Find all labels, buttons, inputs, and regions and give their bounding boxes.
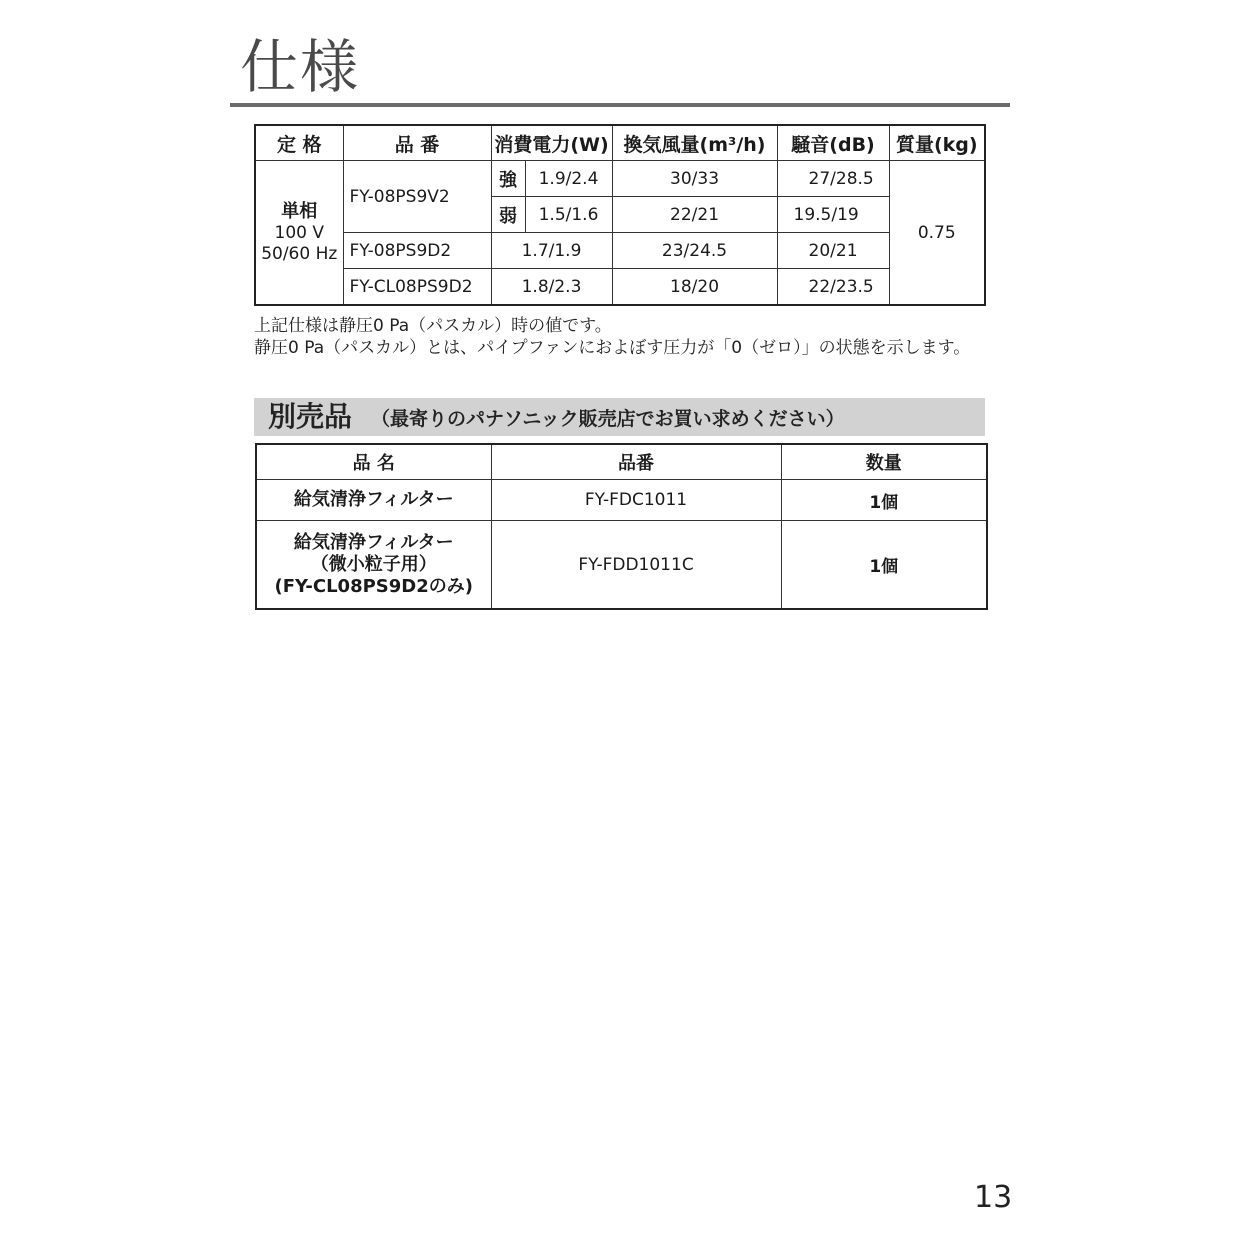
accessory-name-line: 給気清浄フィルター [293, 489, 454, 510]
rating-phase: 単相 [281, 200, 318, 222]
header-qty: 数量 [781, 444, 987, 480]
header-noise: 騒音(dB) [777, 125, 889, 161]
accessory-name-cell [256, 480, 491, 521]
title-divider [230, 103, 1010, 107]
header-rating: 定 格 [255, 125, 343, 161]
power-cell: 1.9/2.4 [525, 161, 612, 197]
model-cell: FY-CL08PS9D2 [343, 269, 491, 306]
header-name: 品 名 [256, 444, 491, 480]
accessories-subheading: （最寄りのパナソニック販売店でお買い求めください） [371, 408, 845, 430]
table-row [255, 233, 985, 269]
spec-note: 静圧0 Pa（パスカル）とは、パイプファンにおよぼす圧力が「0（ゼロ）」の状態を示します。 [254, 338, 971, 358]
airflow-cell: 23/24.5 [612, 233, 777, 269]
power-cell: 1.8/2.3 [491, 269, 612, 306]
accessory-name-line: 給気清浄フィルター [293, 531, 454, 553]
mode-cell: 強 [491, 161, 525, 197]
table-row [255, 269, 985, 306]
noise-cell: 27/28.5 [777, 161, 889, 197]
accessories-table [255, 443, 988, 610]
noise-cell: 20/21 [777, 233, 889, 269]
accessory-name-cell [256, 521, 491, 610]
power-cell: 1.5/1.6 [525, 197, 612, 233]
model-cell: FY-08PS9V2 [343, 161, 491, 233]
header-mass: 質量(kg) [889, 125, 985, 161]
rating-voltage: 100 V [274, 222, 324, 243]
airflow-cell: 18/20 [612, 269, 777, 306]
accessories-header-row [256, 444, 987, 480]
header-power: 消費電力(W) [491, 125, 612, 161]
mass-cell: 0.75 [889, 161, 985, 306]
accessories-heading-bar [254, 398, 985, 436]
page-title: 仕様 [240, 33, 361, 101]
accessory-name-line: （微小粒子用） [310, 553, 437, 575]
power-cell: 1.7/1.9 [491, 233, 612, 269]
accessory-qty-cell: 1個 [781, 480, 987, 521]
page-number: 13 [974, 1180, 1013, 1215]
header-model: 品 番 [343, 125, 491, 161]
noise-cell: 19.5/19 [777, 197, 889, 233]
airflow-cell: 30/33 [612, 161, 777, 197]
noise-cell: 22/23.5 [777, 269, 889, 306]
table-row [256, 521, 987, 610]
rating-cell [255, 161, 343, 306]
spec-note: 上記仕様は静圧0 Pa（パスカル）時の値です。 [254, 316, 612, 336]
model-cell: FY-08PS9D2 [343, 233, 491, 269]
spec-table [254, 124, 986, 306]
accessory-qty-cell: 1個 [781, 521, 987, 610]
header-airflow: 換気風量(m³/h) [612, 125, 777, 161]
accessory-part-cell: FY-FDC1011 [491, 480, 781, 521]
table-row [255, 161, 985, 197]
table-row [256, 480, 987, 521]
mode-cell: 弱 [491, 197, 525, 233]
spec-header-row [255, 125, 985, 161]
airflow-cell: 22/21 [612, 197, 777, 233]
accessory-name-line: (FY-CL08PS9D2のみ) [274, 575, 473, 597]
rating-frequency: 50/60 Hz [261, 243, 338, 264]
accessory-part-cell: FY-FDD1011C [491, 521, 781, 610]
accessories-heading: 別売品 [268, 400, 353, 433]
header-part: 品番 [491, 444, 781, 480]
